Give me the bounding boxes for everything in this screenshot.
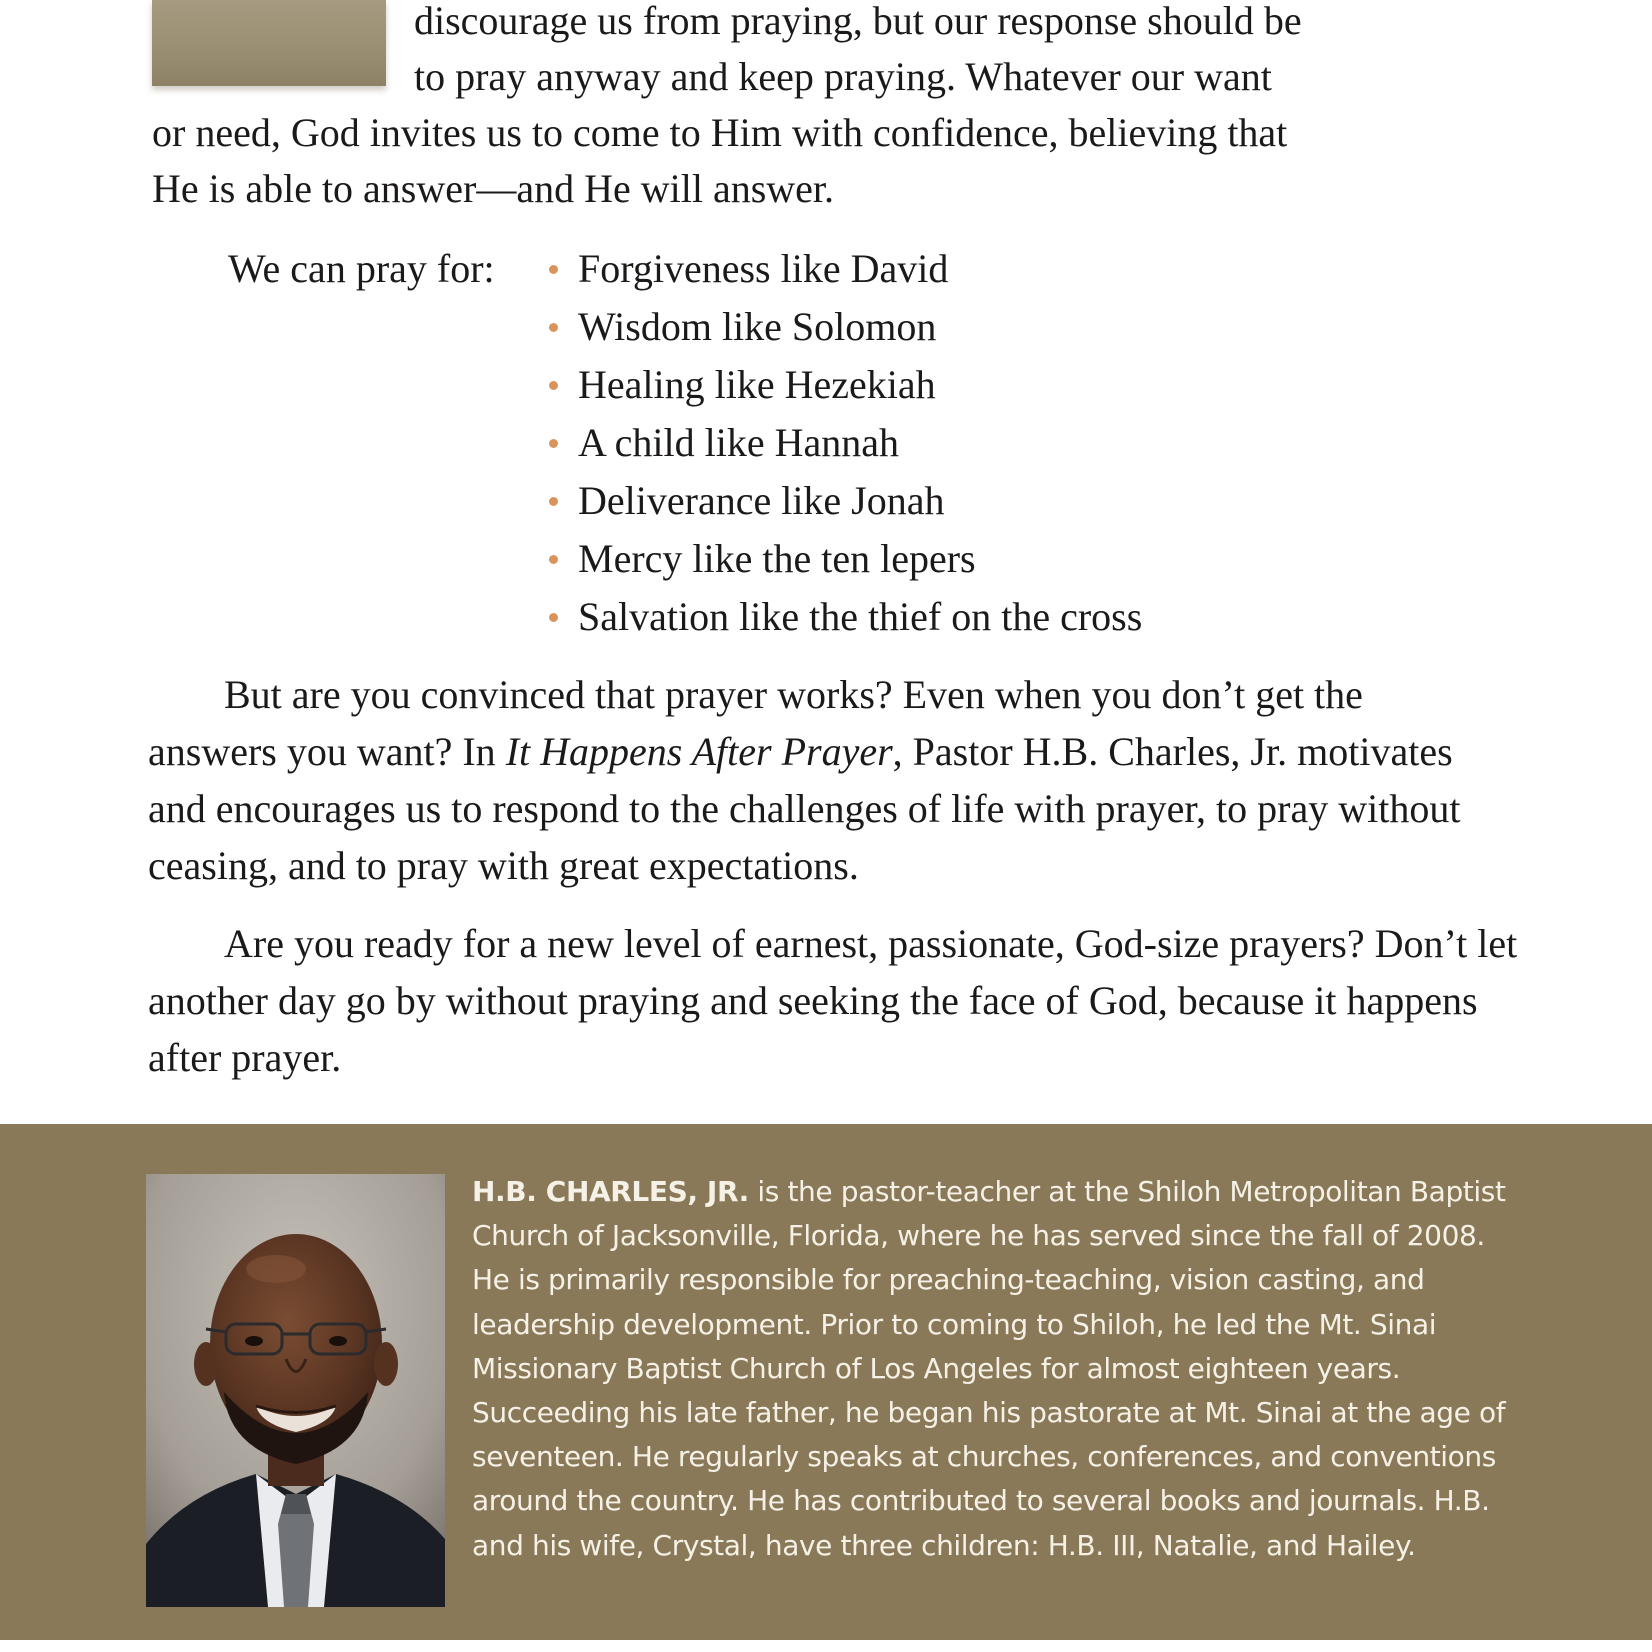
top-paragraph-line: to pray anyway and keep praying. Whatever our want [414, 54, 1272, 99]
book-title: It Happens After Prayer [505, 729, 893, 774]
body-paragraph-3 [148, 915, 1543, 1086]
list-item [546, 588, 1142, 646]
list-item-text: Deliverance like Jonah [578, 478, 945, 523]
paragraph-text: Are you ready for a new level of earnest, passionate, God-size prayers? Don’t let another day go by without praying and seeking the face of God, because it happens after prayer. [148, 921, 1518, 1080]
author-bio-text: is the pastor-teacher at the Shiloh Metropolitan Baptist Church of Jacksonville, Florida, where he has served since the fall of 2008. He is primarily responsible for preaching-teaching, vision casting, and leadership development. Prior to coming to Shiloh, he led the Mt. Sinai Missionary Baptist Church of Los Angeles for almost eighteen years. Succeeding his late father, he began his pastorate at Mt. Sinai at the age of seventeen. He regularly speaks at churches, conferences, and conventions around the country. He has contributed to several books and journals. H.B. and his wife, Crystal, have three children: H.B. III, Natalie, and Hailey. [472, 1175, 1506, 1562]
bullet-icon [549, 497, 558, 506]
bullet-icon [549, 555, 558, 564]
bullet-icon [549, 265, 558, 274]
bullet-icon [549, 381, 558, 390]
author-photo [146, 1174, 445, 1607]
top-paragraph-line: or need, God invites us to come to Him with confidence, believing that [152, 110, 1288, 155]
author-name: H.B. CHARLES, JR. [472, 1175, 749, 1208]
list-item-text: A child like Hannah [578, 420, 900, 465]
top-paragraph-line: discourage us from praying, but our response should be [414, 0, 1302, 43]
list-item [546, 298, 1142, 356]
page-bottom-edge [0, 1640, 1652, 1652]
list-item-text: Healing like Hezekiah [578, 362, 936, 407]
list-item-text: Forgiveness like David [578, 246, 949, 291]
bullet-icon [549, 323, 558, 332]
list-item-text: Salvation like the thief on the cross [578, 594, 1143, 639]
list-item [546, 356, 1142, 414]
list-item [546, 414, 1142, 472]
list-item [546, 472, 1142, 530]
list-item-text: Wisdom like Solomon [578, 304, 937, 349]
book-image-fragment [152, 0, 386, 86]
author-bio [472, 1170, 1512, 1568]
paragraph-text: But are you convinced that prayer works? Even when you don’t get the answers you want? In [148, 672, 1363, 774]
prayer-list-label: We can pray for: [228, 246, 495, 291]
bullet-icon [549, 439, 558, 448]
list-item-text: Mercy like the ten lepers [578, 536, 976, 581]
bullet-icon [549, 613, 558, 622]
author-portrait-image [146, 1174, 445, 1607]
body-paragraph-2 [148, 666, 1468, 894]
list-item [546, 240, 1142, 298]
list-item [546, 530, 1142, 588]
top-paragraph-line: He is able to answer—and He will answer. [152, 166, 835, 211]
prayer-list [546, 240, 1142, 646]
paragraph-text: , Pastor H.B. Charles, Jr. motivates and encourages us to respond to the challenges of life with prayer, to pray without ceasing, and to pray with great expectations. [148, 729, 1461, 888]
